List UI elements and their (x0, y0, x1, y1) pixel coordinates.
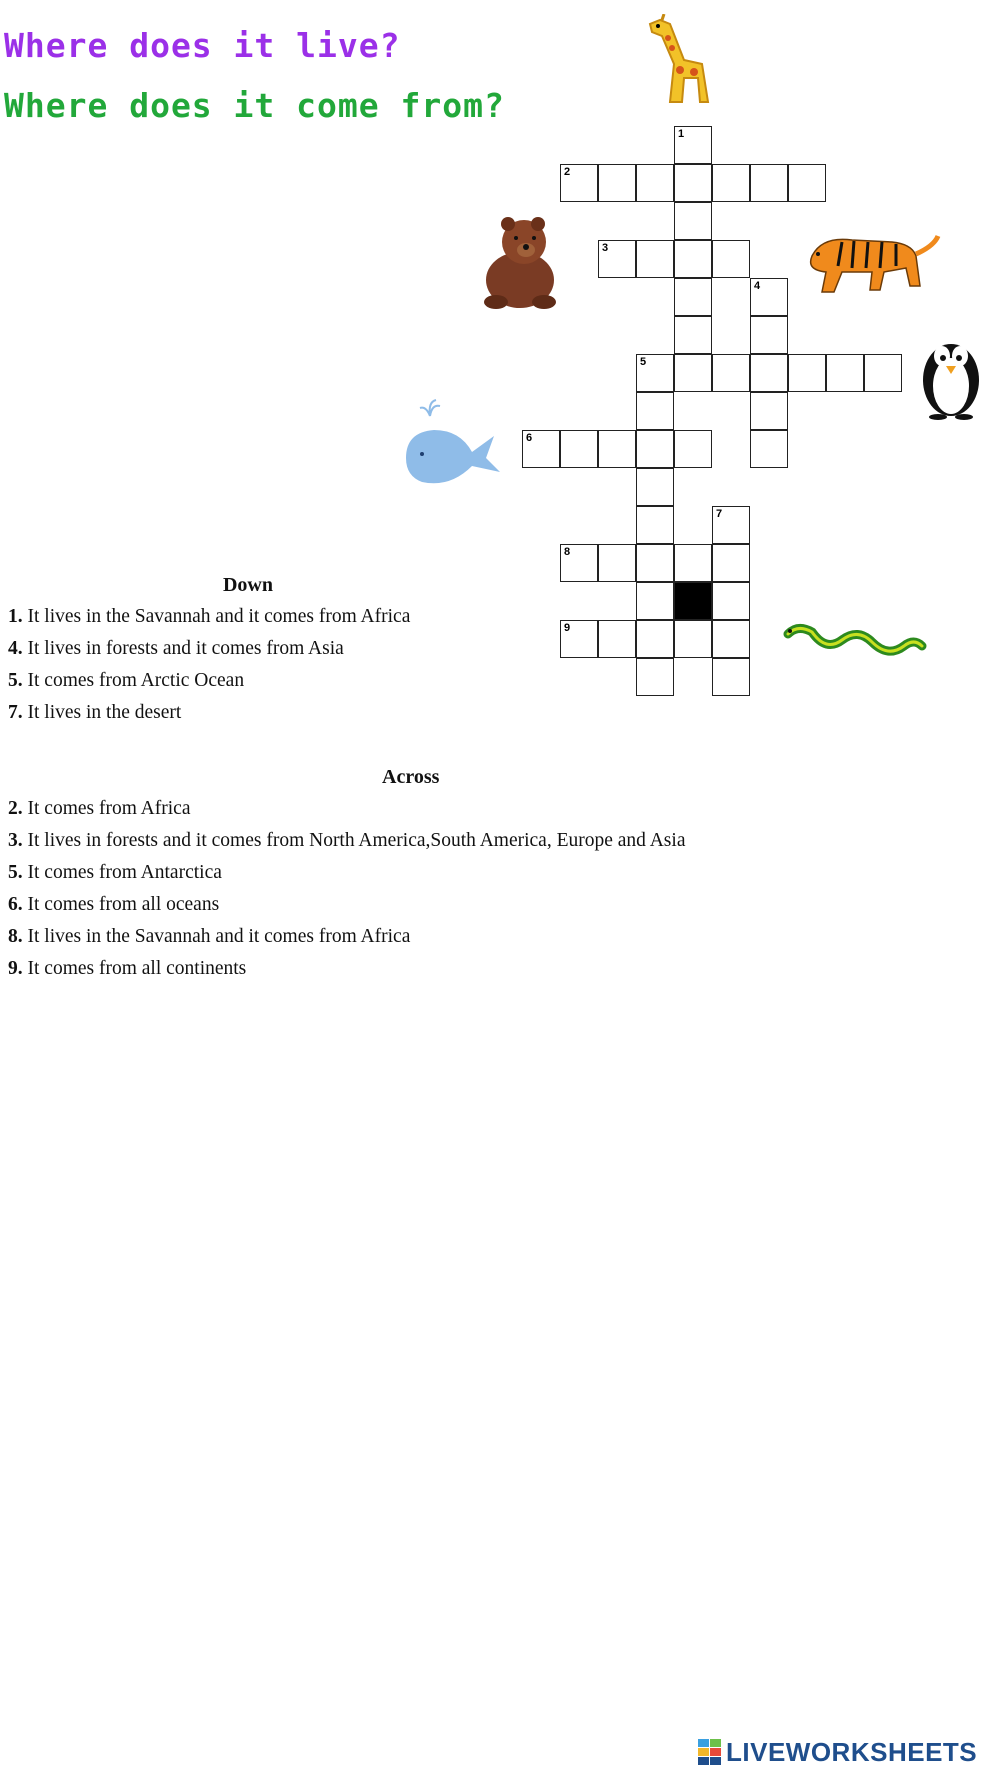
clue-number: 4 (754, 280, 761, 292)
crossword-blocked-cell (674, 582, 712, 620)
title-where-come-from: Where does it come from? (4, 86, 505, 125)
crossword-cell[interactable] (598, 620, 636, 658)
crossword-cell[interactable] (598, 430, 636, 468)
crossword-cell-2[interactable] (560, 164, 598, 202)
crossword-cell[interactable] (750, 164, 788, 202)
crossword-cell[interactable] (598, 544, 636, 582)
crossword-cell[interactable] (636, 430, 674, 468)
whale-icon (400, 396, 504, 488)
penguin-icon (918, 334, 984, 420)
crossword-cell[interactable] (674, 354, 712, 392)
clue-number: 2 (564, 166, 571, 178)
clue-number: 9 (564, 622, 571, 634)
crossword-cell-1[interactable] (674, 126, 712, 164)
crossword-grid (520, 126, 920, 726)
crossword-cell[interactable] (750, 430, 788, 468)
down-clue-7: 7. It lives in the desert (8, 702, 182, 723)
crossword-cell[interactable] (674, 202, 712, 240)
across-clue-2: 2. It comes from Africa (8, 798, 191, 819)
logo-blocks-icon (698, 1739, 722, 1765)
down-clue-4: 4. It lives in forests and it comes from Asia (8, 638, 344, 659)
crossword-cell[interactable] (864, 354, 902, 392)
crossword-cell[interactable] (560, 430, 598, 468)
crossword-cell[interactable] (674, 544, 712, 582)
crossword-cell[interactable] (674, 240, 712, 278)
down-heading: Down (222, 574, 273, 596)
clue-number: 7 (716, 508, 723, 520)
clue-number: 5 (640, 356, 647, 368)
across-clue-9: 9. It comes from all continents (8, 958, 247, 979)
crossword-cell-3[interactable] (598, 240, 636, 278)
crossword-cell[interactable] (636, 506, 674, 544)
crossword-cell[interactable] (636, 658, 674, 696)
across-clues (8, 766, 968, 985)
crossword-cell[interactable] (636, 468, 674, 506)
crossword-cell[interactable] (750, 316, 788, 354)
crossword-cell[interactable] (636, 620, 674, 658)
crossword-cell[interactable] (712, 544, 750, 582)
liveworksheets-text: LIVEWORKSHEETS (726, 1736, 978, 1767)
across-heading: Across (382, 766, 440, 788)
across-clue-8: 8. It lives in the Savannah and it comes from Africa (8, 926, 411, 947)
crossword-cell-9[interactable] (560, 620, 598, 658)
across-clue-5: 5. It comes from Antarctica (8, 862, 222, 883)
crossword-cell[interactable] (712, 658, 750, 696)
crossword-cell[interactable] (674, 278, 712, 316)
down-clue-5: 5. It comes from Arctic Ocean (8, 670, 245, 691)
across-clue-6: 6. It comes from all oceans (8, 894, 220, 915)
clue-number: 6 (526, 432, 533, 444)
crossword-cell[interactable] (750, 392, 788, 430)
down-clue-1: 1. It lives in the Savannah and it comes from Africa (8, 606, 411, 627)
crossword-cell[interactable] (636, 544, 674, 582)
crossword-cell[interactable] (712, 164, 750, 202)
crossword-cell[interactable] (636, 240, 674, 278)
crossword-cell[interactable] (750, 354, 788, 392)
crossword-cell[interactable] (788, 164, 826, 202)
crossword-cell[interactable] (712, 240, 750, 278)
crossword-cell[interactable] (636, 164, 674, 202)
crossword-cell-6[interactable] (522, 430, 560, 468)
crossword-cell-5[interactable] (636, 354, 674, 392)
down-clues (8, 574, 488, 729)
crossword-cell[interactable] (826, 354, 864, 392)
crossword-cell[interactable] (598, 164, 636, 202)
crossword-cell[interactable] (712, 582, 750, 620)
crossword-cell-8[interactable] (560, 544, 598, 582)
title-where-live: Where does it live? (4, 26, 401, 65)
crossword-cell[interactable] (636, 392, 674, 430)
giraffe-icon (640, 14, 720, 110)
crossword-cell[interactable] (674, 430, 712, 468)
crossword-cell-4[interactable] (750, 278, 788, 316)
clue-number: 8 (564, 546, 571, 558)
across-clue-3: 3. It lives in forests and it comes from North America,South America, Europe and Asia (8, 830, 686, 851)
crossword-cell[interactable] (674, 164, 712, 202)
crossword-cell[interactable] (788, 354, 826, 392)
liveworksheets-logo (698, 1737, 977, 1767)
clue-number: 1 (678, 128, 685, 140)
clue-number: 3 (602, 242, 609, 254)
crossword-cell[interactable] (674, 620, 712, 658)
crossword-cell[interactable] (712, 354, 750, 392)
crossword-cell[interactable] (674, 316, 712, 354)
crossword-cell[interactable] (712, 620, 750, 658)
crossword-cell[interactable] (636, 582, 674, 620)
crossword-cell-7[interactable] (712, 506, 750, 544)
